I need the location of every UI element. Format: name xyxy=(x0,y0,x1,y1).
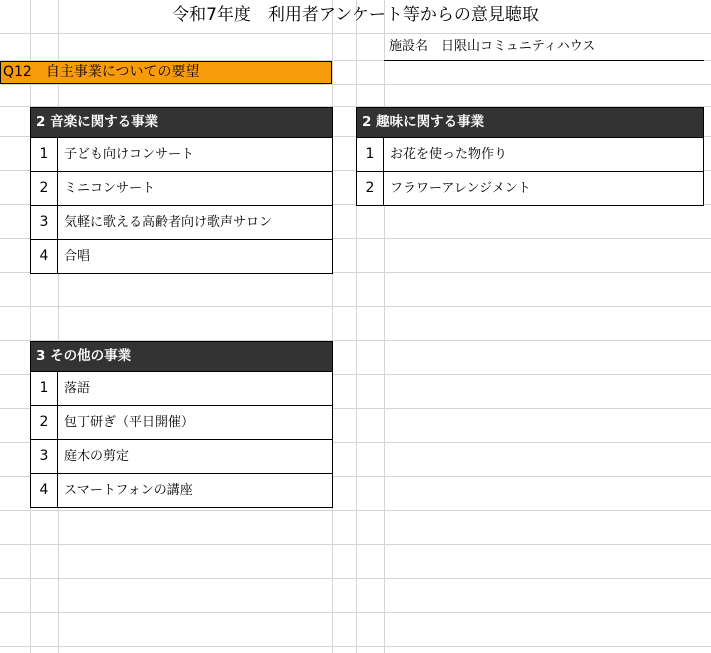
row-number: 1 xyxy=(31,138,58,171)
table-row xyxy=(31,439,332,473)
row-number: 1 xyxy=(357,138,384,171)
table-row xyxy=(31,473,332,507)
table-row xyxy=(31,171,332,205)
table-row xyxy=(31,405,332,439)
row-number: 1 xyxy=(31,372,58,405)
question-label: Q12 自主事業についての要望 xyxy=(0,61,332,84)
row-number: 2 xyxy=(31,406,58,439)
table-row xyxy=(31,371,332,405)
table-row xyxy=(31,205,332,239)
row-text: 包丁研ぎ（平日開催） xyxy=(64,415,195,430)
table-header: 2 趣味に関する事業 xyxy=(357,108,703,137)
row-text: スマートフォンの講座 xyxy=(64,483,193,498)
table-row xyxy=(31,137,332,171)
row-text: 合唱 xyxy=(64,249,91,264)
page-title: 令和7年度 利用者アンケート等からの意見聴取 xyxy=(172,5,539,25)
table-row xyxy=(31,239,332,273)
row-text: 落語 xyxy=(64,381,91,396)
row-text: 庭木の剪定 xyxy=(64,449,130,464)
row-number: 3 xyxy=(31,206,58,239)
row-number: 4 xyxy=(31,240,58,273)
hobby-events-table xyxy=(356,107,704,206)
table-header: 2 音楽に関する事業 xyxy=(31,108,332,137)
row-text: 子ども向けコンサート xyxy=(64,147,195,162)
row-text: ミニコンサート xyxy=(64,181,156,196)
other-events-table xyxy=(30,341,333,508)
row-text: 気軽に歌える高齢者向け歌声サロン xyxy=(64,215,273,230)
facility-name: 施設名 日限山コミュニティハウス xyxy=(384,34,704,61)
row-number: 2 xyxy=(357,172,384,205)
row-text: お花を使った物作り xyxy=(390,147,508,162)
row-number: 4 xyxy=(31,474,58,507)
row-number: 2 xyxy=(31,172,58,205)
row-number: 3 xyxy=(31,440,58,473)
music-events-table xyxy=(30,107,333,274)
table-row xyxy=(357,137,703,171)
table-header: 3 その他の事業 xyxy=(31,342,332,371)
table-row xyxy=(357,171,703,205)
row-text: フラワーアレンジメント xyxy=(390,181,531,196)
